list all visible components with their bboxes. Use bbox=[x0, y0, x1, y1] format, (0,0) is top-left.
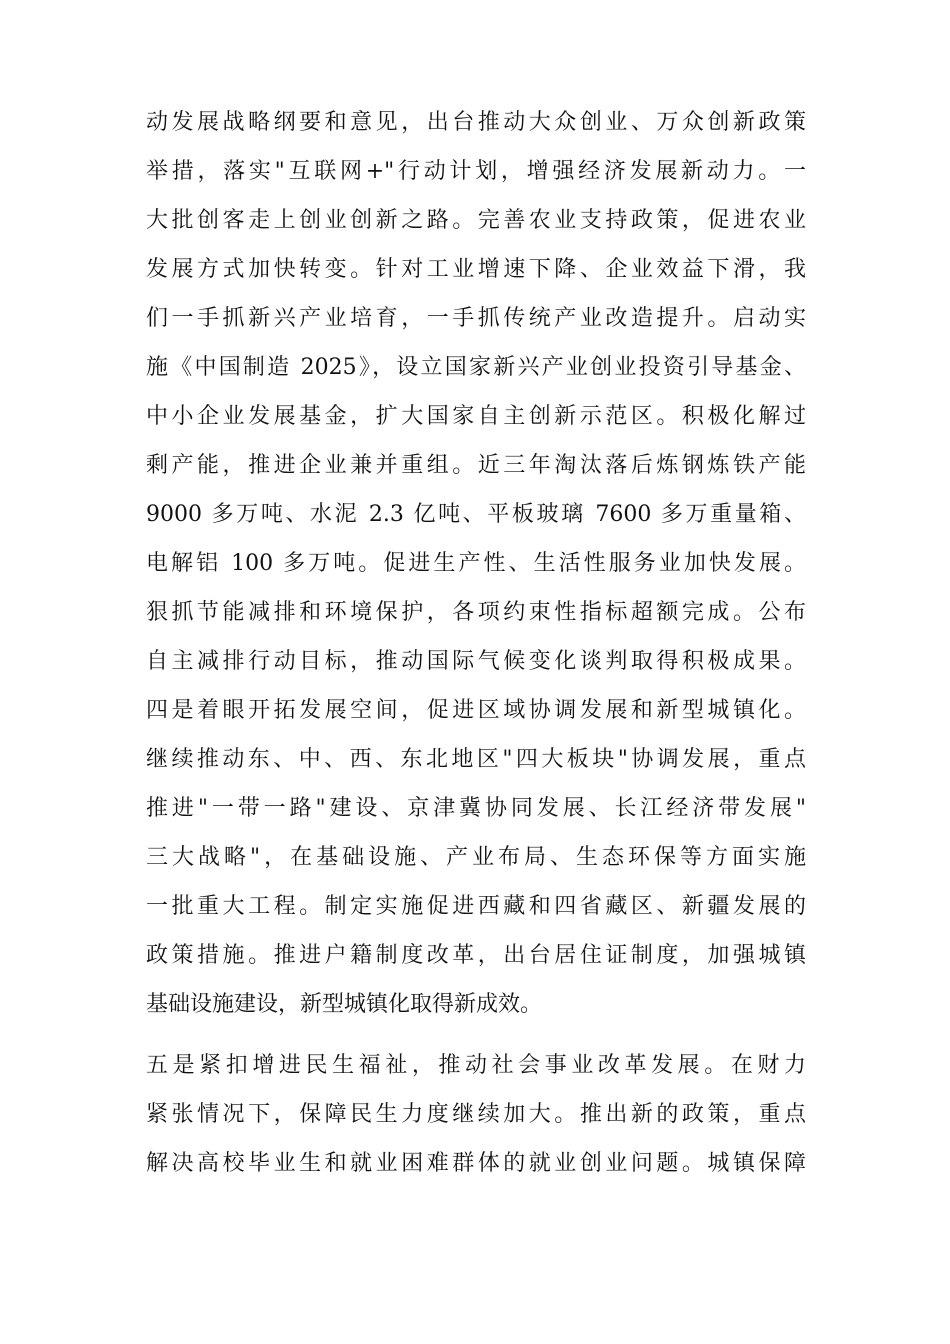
text-line: 基础设施建设，新型城镇化取得新成效。 bbox=[146, 992, 543, 1017]
text-line: 举措，落实"互联网+"行动计划，增强经济发展新动力。一 bbox=[146, 159, 806, 184]
text-line: 大批创客走上创业创新之路。完善农业支持政策，促进农业 bbox=[146, 208, 806, 233]
text-line: 五是紧扣增进民生福祉，推动社会事业改革发展。在财力 bbox=[146, 1053, 806, 1078]
text-line: 自主减排行动目标，推动国际气候变化谈判取得积极成果。 bbox=[146, 649, 806, 674]
text-line: 发展方式加快转变。针对工业增速下降、企业效益下滑，我 bbox=[146, 257, 806, 282]
text-line: 电解铝 100 多万吨。促进生产性、生活性服务业加快发展。 bbox=[146, 551, 806, 576]
text-line: 四是着眼开拓发展空间，促进区域协调发展和新型城镇化。 bbox=[146, 698, 806, 723]
text-line: 施《中国制造 2025》，设立国家新兴产业创业投资引导基金、 bbox=[146, 355, 806, 380]
text-line: 一批重大工程。制定实施促进西藏和四省藏区、新疆发展的 bbox=[146, 894, 806, 919]
text-line: 紧张情况下，保障民生力度继续加大。推出新的政策，重点 bbox=[146, 1102, 806, 1127]
text-line: 政策措施。推进户籍制度改革，出台居住证制度，加强城镇 bbox=[146, 943, 806, 968]
text-line: 推进"一带一路"建设、京津冀协同发展、长江经济带发展" bbox=[146, 796, 806, 821]
text-line: 解决高校毕业生和就业困难群体的就业创业问题。城镇保障 bbox=[146, 1151, 806, 1176]
text-line: 剩产能，推进企业兼并重组。近三年淘汰落后炼钢炼铁产能 bbox=[146, 453, 806, 478]
paragraph-1 bbox=[146, 98, 806, 686]
paragraph-gap bbox=[146, 1029, 806, 1041]
text-line: 们一手抓新兴产业培育，一手抓传统产业改造提升。启动实 bbox=[146, 306, 806, 331]
text-line: 9000 多万吨、水泥 2.3 亿吨、平板玻璃 7600 多万重量箱、 bbox=[146, 502, 806, 527]
paragraph-2 bbox=[146, 686, 806, 1029]
body-text bbox=[146, 98, 806, 1188]
text-line: 继续推动东、中、西、东北地区"四大板块"协调发展，重点 bbox=[146, 747, 806, 772]
paragraph-3 bbox=[146, 1041, 806, 1188]
text-line: 中小企业发展基金，扩大国家自主创新示范区。积极化解过 bbox=[146, 404, 806, 429]
text-line: 狠抓节能减排和环境保护，各项约束性指标超额完成。公布 bbox=[146, 600, 806, 625]
text-line: 三大战略"，在基础设施、产业布局、生态环保等方面实施 bbox=[146, 845, 806, 870]
text-line: 动发展战略纲要和意见，出台推动大众创业、万众创新政策 bbox=[146, 110, 806, 135]
